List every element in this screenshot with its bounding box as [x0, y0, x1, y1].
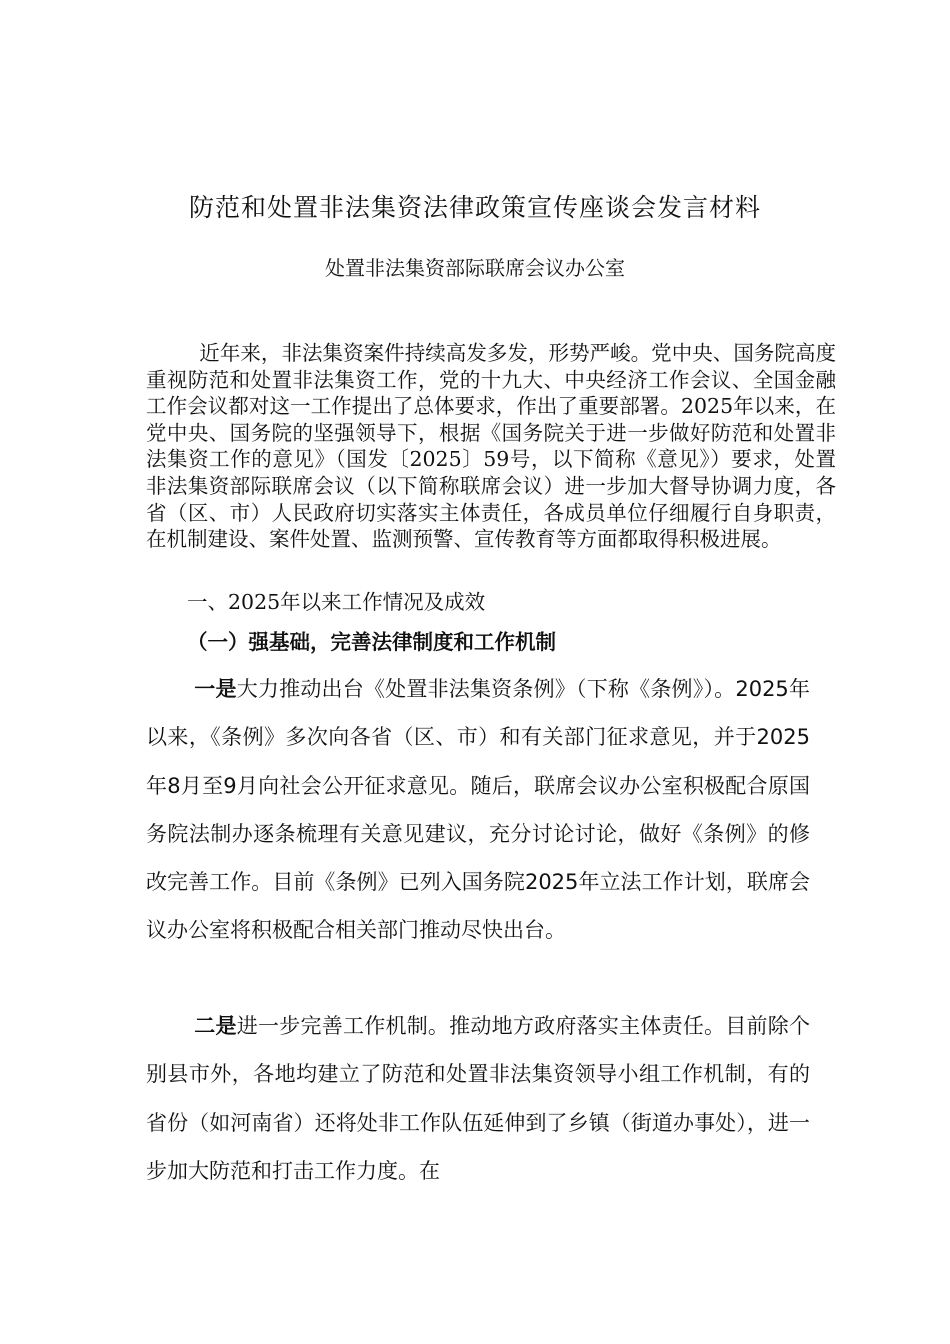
paragraph-lead: 一是 [194, 677, 237, 701]
document-title: 防范和处置非法集资法律政策宣传座谈会发言材料 [188, 193, 761, 222]
section-heading: 一、2025年以来工作情况及成效 [187, 590, 486, 614]
body-paragraph-1 [146, 665, 810, 955]
body-paragraph-2 [146, 1002, 810, 1195]
paragraph-text: 大力推动出台《处置非法集资条例》（下称《条例》）。2025年以来，《条例》多次向各省（区、市）和有关部门征求意见，并于2025年8月至9月向社会公开征求意见。随后，联席会议办公室积极配合原国务院法制办逐条梳理有关意见建议，充分讨论讨论，做好《条例》的修改完善工作。目前《条例》已列入国务院2025年立法工作计划，联席会议办公室将积极配合相关部门推动尽快出台。 [146, 677, 810, 943]
document-author: 处置非法集资部际联席会议办公室 [325, 256, 625, 280]
subsection-heading: （一）强基础，完善法律制度和工作机制 [187, 630, 556, 654]
paragraph-text: 进一步完善工作机制。推动地方政府落实主体责任。目前除个别县市外，各地均建立了防范和处置非法集资领导小组工作机制，有的省份（如河南省）还将处非工作队伍延伸到了乡镇（街道办事处），进一步加大防范和打击工作力度。在 [146, 1014, 811, 1183]
paragraph-lead: 二是 [194, 1014, 237, 1038]
intro-paragraph: 近年来，非法集资案件持续高发多发，形势严峻。党中央、国务院高度重视防范和处置非法集资工作，党的十九大、中央经济工作会议、全国金融工作会议都对这一工作提出了总体要求，作出了重要部署。2025年以来，在党中央、国务院的坚强领导下，根据《国务院关于进一步做好防范和处置非法集资工作的意见》（国发〔2025〕59号，以下简称《意见》）要求，处置非法集资部际联席会议（以下简称联席会议）进一步加大督导协调力度，各省（区、市）人民政府切实落实主体责任，各成员单位仔细履行自身职责，在机制建设、案件处置、监测预警、宣传教育等方面都取得积极进展。 [146, 341, 836, 552]
